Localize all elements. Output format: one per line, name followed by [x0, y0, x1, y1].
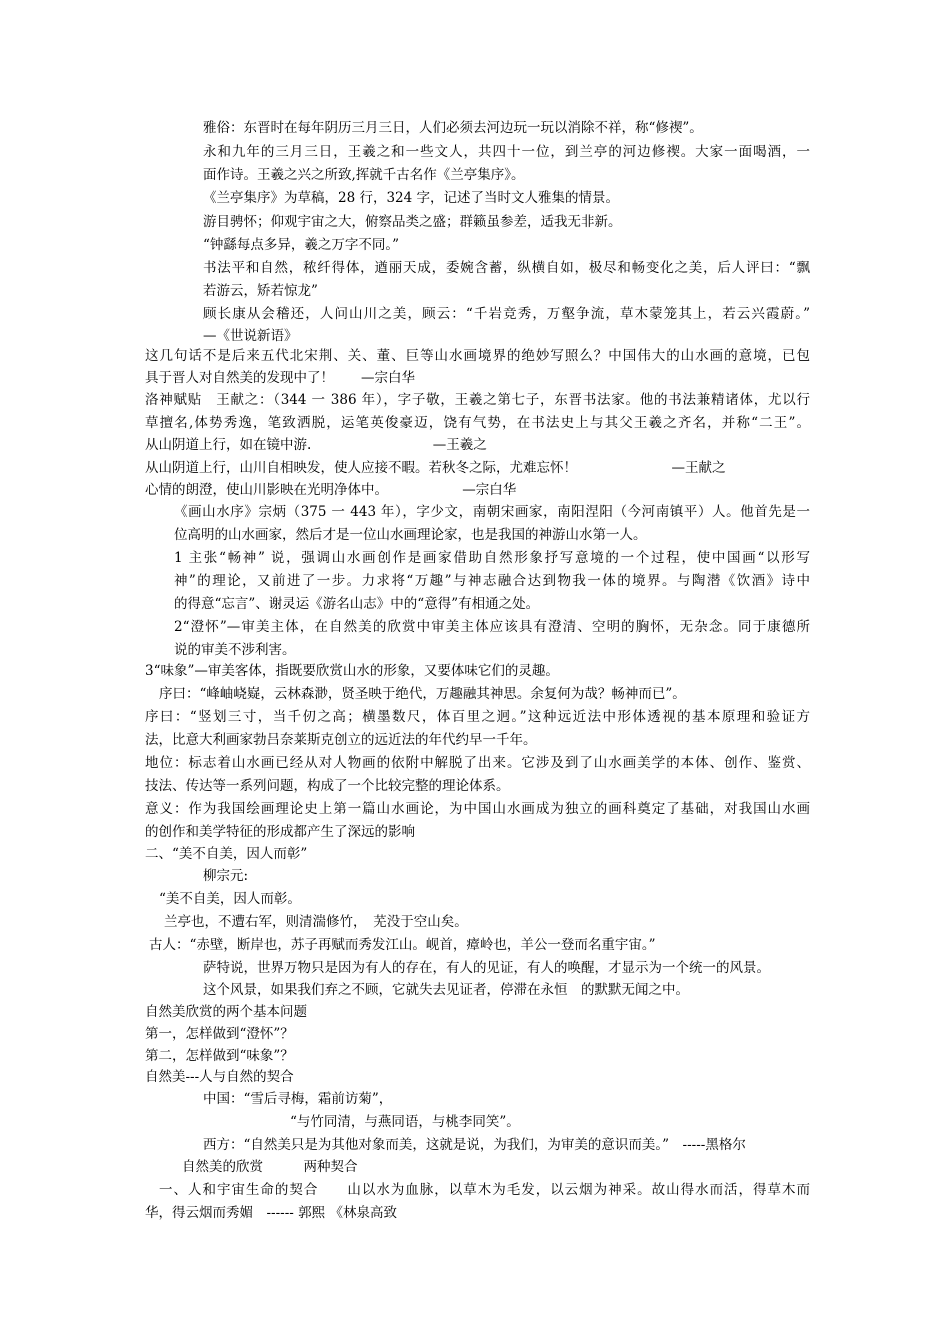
text-line: 心情的朗澄，使山川影映在光明净体中。 —宗白华 — [145, 482, 517, 498]
text-line: 第一，怎样做到“澄怀”？ — [145, 1026, 294, 1042]
text-line: 自然美欣赏的两个基本问题 — [145, 1004, 307, 1020]
text-line: 面作诗。王羲之兴之所致,挥就千古名作《兰亭集序》。 — [203, 167, 525, 183]
text-line: “美不自美，因人而彰。 — [159, 891, 301, 907]
text-line: 技法、传达等一系列问题，构成了一个比较完整的理论体系。 — [145, 778, 510, 794]
source-citation: —《世说新语》 — [203, 328, 298, 344]
text-line: 第二，怎样做到“味象”？ — [145, 1048, 294, 1064]
text-line: 这个风景，如果我们弃之不顾，它就失去见证者，停滞在永恒 的默默无闻之中。 — [203, 982, 689, 998]
text-line: 2“澄怀”—审美主体，在自然美的欣赏中审美主体应该具有澄清、空明的胸怀，无杂念。同于康德所 — [174, 619, 810, 635]
text-line: 的创作和美学特征的形成都产生了深远的影响 — [145, 824, 415, 840]
text-line: 3“味象”—审美客体，指既要欣赏山水的形象，又要体味它们的灵趣。 — [145, 663, 559, 679]
text-line: 若游云，矫若惊龙” — [203, 283, 318, 299]
text-line: 雅俗：东晋时在每年阴历三月三日，人们必须去河边玩一玩以消除不祥，称“修禊”。 — [203, 120, 703, 136]
text-line: 兰亭也，不遭右军，则清湍修竹， 芜没于空山矣。 — [164, 914, 468, 930]
text-line: 一、人和宇宙生命的契合 山以水为血脉，以草木为毛发，以云烟为神采。故山得水而活，得草木而 — [159, 1182, 810, 1198]
text-line: 从山阴道上行，山川自相映发，使人应接不暇。若秋冬之际，尤难忘怀！ —王献之 — [145, 460, 726, 476]
text-line: 这几句话不是后来五代北宋荆、关、董、巨等山水画境界的绝妙写照么？中国伟大的山水画的意境，已包 — [145, 348, 810, 364]
text-line: 具于晋人对自然美的发现中了！ —宗白华 — [145, 370, 415, 386]
text-line: 萨特说，世界万物只是因为有人的存在，有人的见证，有人的唤醒，才显示为一个统一的风景。 — [203, 960, 770, 976]
text-line: 永和九年的三月三日，王羲之和一些文人，共四十一位，到兰亭的河边修禊。大家一面喝酒，一 — [203, 144, 810, 160]
text-line: 意义：作为我国绘画理论史上第一篇山水画论，为中国山水画成为独立的画科奠定了基础，对我国山水画 — [145, 801, 810, 817]
text-line: 神”的理论，又前进了一步。力求将“万趣”与神志融合达到物我一体的境界。与陶潜《饮酒》诗中 — [174, 573, 810, 589]
text-line: 书法平和自然，秾纤得体，遒丽天成，委婉含蓄，纵横自如，极尽和畅变化之美，后人评曰：“飘 — [203, 260, 810, 276]
section-heading: 自然美---人与自然的契合 — [145, 1069, 294, 1085]
text-line: 西方：“自然美只是为其他对象而美，这就是说，为我们，为审美的意识而美。” -----黑格尔 — [203, 1137, 746, 1153]
section-heading: 二、“美不自美，因人而彰” — [145, 846, 308, 862]
text-line: 序曰：“峰岫峣嶷，云林森渺，贤圣映于绝代，万趣融其神思。余复何为哉？畅神而已”。 — [159, 686, 686, 702]
text-line: 顾长康从会稽还，人问山川之美，顾云：“千岩竞秀，万壑争流，草木蒙笼其上，若云兴霞蔚。” — [203, 306, 810, 322]
text-line: 从山阴道上行，如在镜中游. —王羲之 — [145, 437, 487, 453]
text-line: 柳宗元: — [203, 868, 249, 884]
text-line: 草擅名,体势秀逸，笔致洒脱，运笔英俊豪迈，饶有气势，在书法史上与其父王羲之齐名，并称“二王”。 — [145, 415, 810, 431]
text-line: 古人：“赤壁，断岸也，苏子再赋而秀发江山。岘首，瘴岭也，羊公一登而名重宇宙。” — [149, 937, 656, 953]
text-line: 洛神赋贴 王献之：（344 一 386 年），字子敬，王羲之第七子，东晋书法家。他的书法兼精诸体，尤以行 — [145, 392, 810, 408]
text-line: 《兰亭集序》为草稿，28 行，324 字，记述了当时文人雅集的情景。 — [203, 190, 620, 206]
text-line: 游目骋怀；仰观宇宙之大，俯察品类之盛；群籁虽参差，适我无非新。 — [203, 214, 622, 230]
text-line: “钟繇每点多异，羲之万字不同。” — [203, 237, 400, 253]
text-line: 自然美的欣赏 两种契合 — [182, 1159, 358, 1175]
text-line: 的得意“忘言”、谢灵运《游名山志》中的“意得”有相通之处。 — [174, 596, 540, 612]
text-line: 华，得云烟而秀媚 ------ 郭熙 《林泉高致 — [145, 1205, 397, 1221]
text-line: 中国：“雪后寻梅，霜前访菊”， — [203, 1091, 393, 1107]
text-line: “与竹同清，与燕同语，与桃李同笑”。 — [290, 1114, 520, 1130]
text-line: 法，比意大利画家勃吕奈莱斯克创立的远近法的年代约早一千年。 — [145, 732, 537, 748]
text-line: 序曰：“竖划三寸，当千仞之高；横墨数尺，体百里之迥。”这种远近法中形体透视的基本原理和验证方 — [145, 709, 810, 725]
text-line: 位高明的山水画家，然后才是一位山水画理论家，也是我国的神游山水第一人。 — [174, 527, 647, 543]
text-line: 1 主张“畅神” 说，强调山水画创作是画家借助自然形象抒写意境的一个过程，使中国画“以形写 — [174, 550, 810, 566]
text-line: 说的审美不涉利害。 — [174, 642, 296, 658]
text-line: 《画山水序》宗炳（375 一 443 年），字少文，南朝宋画家，南阳涅阳（今河南镇平）人。他首先是一 — [174, 504, 810, 520]
text-line: 地位：标志着山水画已经从对人物画的依附中解脱了出来。它涉及到了山水画美学的本体、创作、鉴赏、 — [145, 755, 810, 771]
